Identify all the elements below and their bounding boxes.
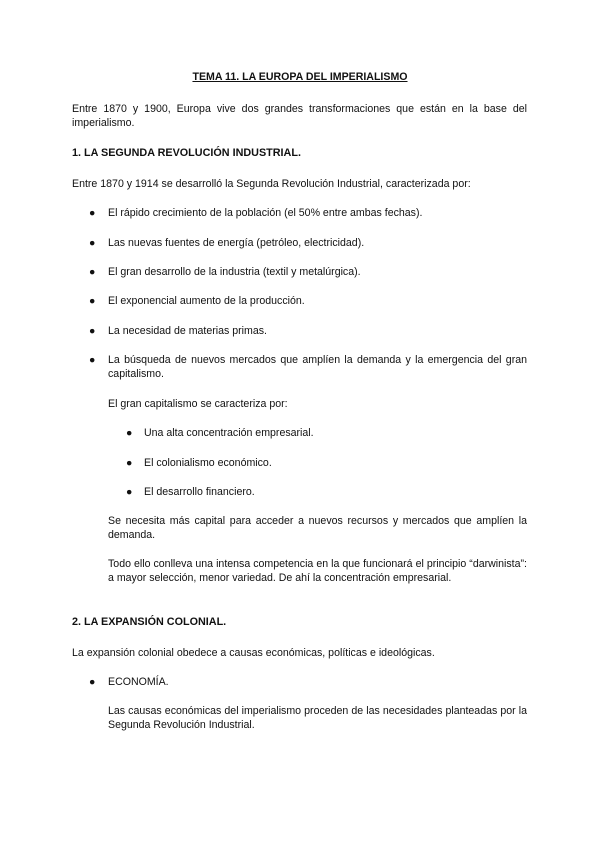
sub-list-item: [126, 456, 526, 470]
section-1-heading: 1. LA SEGUNDA REVOLUCIÓN INDUSTRIAL.: [72, 147, 301, 159]
document-title: TEMA 11. LA EUROPA DEL IMPERIALISMO: [192, 71, 408, 83]
capital-paragraph: Se necesita más capital para acceder a nuevos recursos y mercados que amplíen la demanda.: [108, 515, 527, 541]
list-item: [89, 353, 527, 381]
competition-paragraph: Todo ello conlleva una intensa competencia en la que funcionará el principio “darwinista”: a mayor selección, menor variedad. De ahí la concentración empresarial.: [108, 558, 527, 584]
list-item: [89, 236, 527, 250]
list-item-text: La necesidad de materias primas.: [108, 325, 267, 337]
sub-list-item: [126, 426, 526, 440]
bullet-icon: ●: [89, 237, 96, 249]
section-1-lead: Entre 1870 y 1914 se desarrolló la Segunda Revolución Industrial, caracterizada por:: [72, 178, 471, 190]
bullet-icon: ●: [126, 486, 133, 498]
bullet-icon: ●: [126, 457, 133, 469]
intro-paragraph: Entre 1870 y 1900, Europa vive dos grandes transformaciones que están en la base del imperialismo.: [72, 103, 527, 129]
list-item-text: La búsqueda de nuevos mercados que amplíen la demanda y la emergencia del gran capitalismo.: [108, 354, 527, 380]
list-item: [89, 324, 527, 338]
list-item: [89, 265, 527, 279]
list-item-text: El rápido crecimiento de la población (el 50% entre ambas fechas).: [108, 207, 423, 219]
capitalism-lead: El gran capitalismo se caracteriza por:: [108, 398, 288, 410]
sub-list-item: [126, 485, 526, 499]
list-item-text: El gran desarrollo de la industria (textil y metalúrgica).: [108, 266, 361, 278]
bullet-icon: ●: [126, 427, 133, 439]
bullet-icon: ●: [89, 295, 96, 307]
bullet-icon: ●: [89, 354, 96, 366]
list-item: [89, 294, 527, 308]
list-item: [89, 206, 527, 220]
sub-list-item-text: El colonialismo económico.: [144, 457, 272, 469]
sub-list-item-text: Una alta concentración empresarial.: [144, 427, 314, 439]
section-2-heading: 2. LA EXPANSIÓN COLONIAL.: [72, 616, 227, 628]
section-2-lead: La expansión colonial obedece a causas económicas, políticas e ideológicas.: [72, 647, 435, 659]
bullet-icon: ●: [89, 325, 96, 337]
bullet-icon: ●: [89, 676, 96, 688]
list-item-text: ECONOMÍA.: [108, 676, 169, 688]
economy-paragraph: Las causas económicas del imperialismo proceden de las necesidades planteadas por la Segunda Revolución Industrial.: [108, 705, 527, 731]
sub-list-item-text: El desarrollo financiero.: [144, 486, 255, 498]
list-item-text: El exponencial aumento de la producción.: [108, 295, 305, 307]
list-item-text: Las nuevas fuentes de energía (petróleo, electricidad).: [108, 237, 365, 249]
bullet-icon: ●: [89, 207, 96, 219]
bullet-icon: ●: [89, 266, 96, 278]
list-item: [89, 675, 527, 689]
